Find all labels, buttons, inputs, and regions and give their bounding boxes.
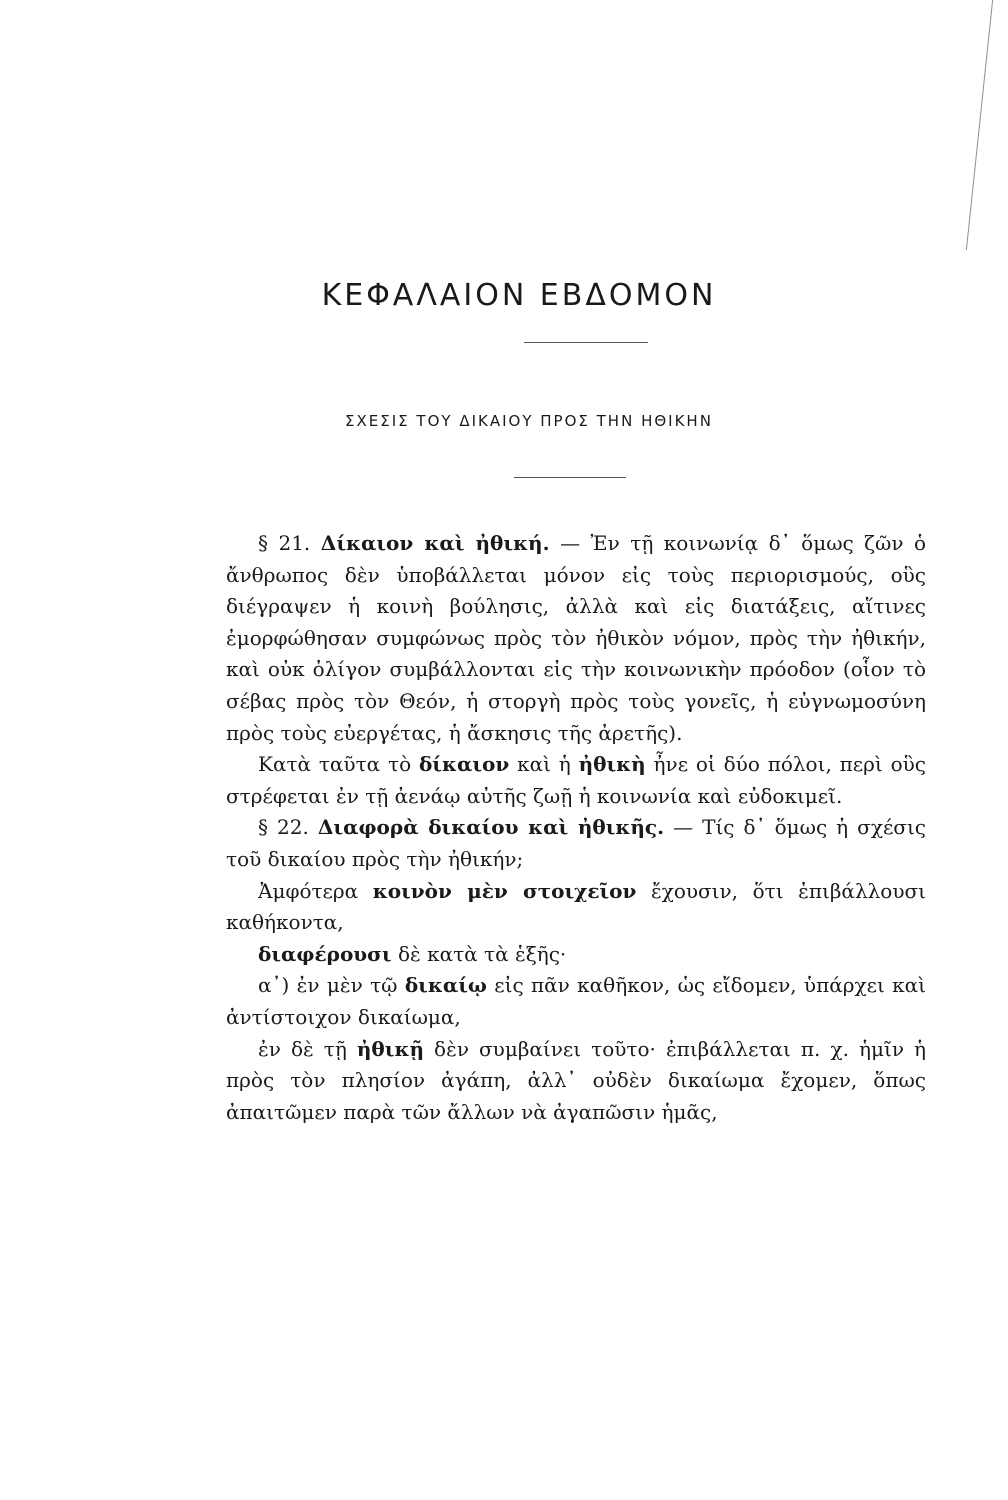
section-title: Διαφορὰ δικαίου καὶ ἠθικῆς. xyxy=(317,815,665,840)
body-text xyxy=(226,528,926,1128)
emphasis-term: ἠθικὴ xyxy=(578,752,646,777)
text-run: Ἀμφότερα xyxy=(258,878,359,903)
text-run: δὲν συμβαίνει τοῦτο· ἐπιβάλλεται π. χ. ἡμῖν ἡ πρὸς τὸν πλησίον ἀγάπη, ἀλλ᾿ οὐδὲν δικαίωμα ἔχομεν, ὅπως ἀπαιτῶμεν παρὰ τῶν ἄλλων νὰ ἀγαπῶσιν ἡμᾶς, xyxy=(226,1036,927,1124)
divider-bottom xyxy=(514,477,626,478)
text-run: καὶ ἡ xyxy=(517,752,571,777)
text-run: ἐν δὲ τῇ xyxy=(258,1036,347,1061)
chapter-title: ΚΕΦΑΛΑΙΟΝ ΕΒΔΟΜΟΝ xyxy=(321,278,717,314)
section-title: Δίκαιον καὶ ἠθική. xyxy=(320,531,550,555)
paragraph-differences xyxy=(226,939,926,971)
section-heading: ΣΧΕΣΙΣ ΤΟΥ ΔΙΚΑΙΟΥ ΠΡΟΣ ΤΗΝ ΗΘΙΚΗΝ xyxy=(345,412,713,430)
text-run: ἔχουσιν, ὅτι ἐπιβάλλουσι καθήκοντα, xyxy=(226,878,926,935)
emphasis-term: κοινὸν μὲν στοιχεῖον xyxy=(372,878,637,903)
paragraph-section-22 xyxy=(226,812,926,875)
text-run: εἰς πᾶν καθῆκον, ὡς εἴδομεν, ὑπάρχει καὶ ἀντίστοιχον δικαίωμα, xyxy=(226,973,926,1029)
paragraph-common-element xyxy=(226,876,926,939)
page-edge-shadow xyxy=(960,0,993,250)
divider-top xyxy=(524,342,648,343)
emphasis-term: δικαίῳ xyxy=(404,973,487,998)
emphasis-term: διαφέρουσι xyxy=(258,941,392,966)
emphasis-term: ἠθικῇ xyxy=(356,1036,424,1061)
text-run: δὲ κατὰ τὰ ἑξῆς· xyxy=(397,941,567,966)
text-run: α᾿) ἐν μὲν τῷ xyxy=(258,973,398,998)
emphasis-term: δίκαιον xyxy=(418,752,510,777)
text-run: ἦνε οἱ δύο πόλοι, περὶ οὓς στρέφεται ἐν τῇ ἀενάῳ αὐτῆς ζωῇ ἡ κοινωνία καὶ εὐδοκιμεῖ. xyxy=(226,752,926,808)
paragraph-text: — Τίς δ᾿ ὅμως ἡ σχέσις τοῦ δικαίου πρὸς τὴν ἠθικήν; xyxy=(226,815,927,871)
paragraph-poles xyxy=(226,749,926,812)
paragraph-section-21 xyxy=(226,528,926,749)
paragraph-point-a xyxy=(226,970,926,1033)
paragraph-text: — Ἐν τῇ κοινωνίᾳ δ᾿ ὅμως ζῶν ὁ ἄνθρωπος δὲν ὑποβάλλεται μόνον εἰς τοὺς περιορισμούς, οὓς διέγραψεν ἡ κοινὴ βούλησις, ἀλλὰ καὶ εἰς διατάξεις, αἵτινες ἐμορφώθησαν συμφώνως πρὸς τὸν ἠθικὸν νόμον, πρὸς τὴν ἠθικήν, καὶ οὐκ ὀλίγον συμβάλλονται εἰς τὴν κοινωνικὴν πρόοδον (οἷον τὸ σέβας πρὸς τὸν Θεόν, ἡ στοργὴ πρὸς τοὺς γονεῖς, ἡ εὐγνωμοσύνη πρὸς τοὺς εὐεργέτας, ἡ ἄσκησις τῆς ἀρετῆς). xyxy=(226,531,927,745)
section-number: § 22. xyxy=(258,815,309,840)
section-number: § 21. xyxy=(258,531,311,555)
paragraph-ethics xyxy=(226,1034,926,1129)
text-run: Κατὰ ταῦτα τὸ xyxy=(258,752,412,777)
